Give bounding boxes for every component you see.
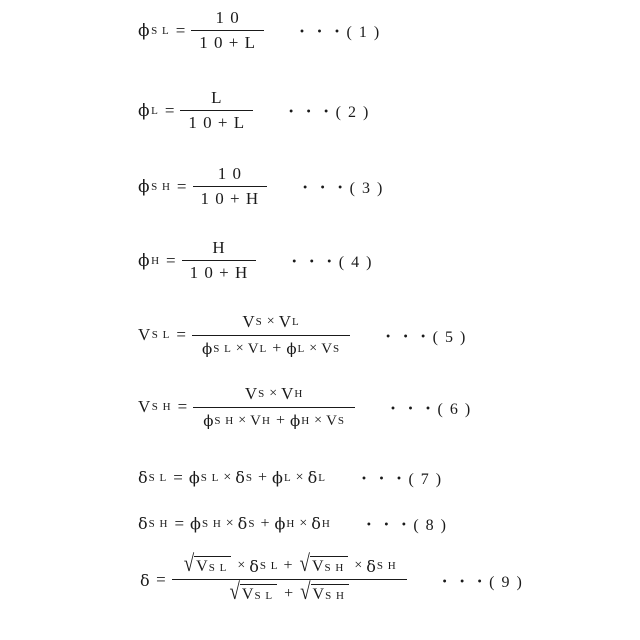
numerator <box>232 312 309 335</box>
subscript-h: H <box>286 517 296 530</box>
equals-sign: = <box>177 397 188 416</box>
equation-ref-2: ・・・( 2 ) <box>283 104 370 121</box>
denominator: 1 0 + H <box>189 263 249 282</box>
v-symbol: V <box>244 384 258 403</box>
fraction-1 <box>191 8 264 53</box>
delta-symbol: δ <box>140 570 151 590</box>
subscript-sl: S L <box>148 471 168 484</box>
subscript-s: S <box>337 415 346 427</box>
equation-6-lhs <box>138 397 172 417</box>
subscript-h: H <box>301 415 311 427</box>
numerator <box>172 551 407 579</box>
subscript-sh: S H <box>324 562 345 574</box>
equals-sign: = <box>173 467 183 487</box>
subscript-sh: S H <box>151 180 171 193</box>
v-symbol: V <box>242 312 255 331</box>
plus-symbol: + <box>272 340 282 357</box>
subscript-sh: S H <box>148 517 169 530</box>
fraction-6 <box>193 384 355 430</box>
subscript-h: H <box>151 254 161 267</box>
equals-sign: = <box>176 325 186 344</box>
plus-symbol: + <box>283 557 293 574</box>
subscript-l: L <box>297 343 306 355</box>
times-symbol: × <box>266 314 275 329</box>
times-symbol: × <box>238 413 247 428</box>
equation-9-lhs <box>140 571 150 590</box>
times-symbol: × <box>314 413 323 428</box>
radicand <box>240 584 277 604</box>
times-symbol: × <box>309 341 318 356</box>
delta-symbol: δ <box>311 514 321 533</box>
phi-symbol: ϕ <box>138 100 151 121</box>
radical-icon: √ <box>183 551 195 578</box>
v-symbol: V <box>278 312 291 331</box>
subscript-sl: S L <box>151 329 171 341</box>
subscript-h: H <box>321 517 331 530</box>
v-symbol: V <box>138 325 151 344</box>
equation-ref-6: ・・・( 6 ) <box>385 400 472 418</box>
equation-6 <box>138 384 472 430</box>
subscript-s: S <box>248 517 256 530</box>
numerator: 1 0 <box>217 164 242 183</box>
delta-symbol: δ <box>307 468 318 487</box>
phi-symbol: ϕ <box>190 514 201 533</box>
equation-ref-5: ・・・( 5 ) <box>380 328 467 346</box>
radicand <box>311 584 349 604</box>
phi-symbol: ϕ <box>138 250 151 271</box>
sqrt-vsl <box>183 551 232 578</box>
plus-symbol: + <box>258 468 268 486</box>
phi-symbol: ϕ <box>138 176 151 197</box>
subscript-l: L <box>259 343 268 355</box>
v-symbol: V <box>326 412 337 429</box>
subscript-l: L <box>291 316 300 328</box>
subscript-sl: S L <box>151 24 170 37</box>
v-symbol: V <box>312 586 325 603</box>
plus-symbol: + <box>275 412 285 429</box>
v-symbol: V <box>138 397 151 416</box>
times-symbol: × <box>225 515 234 531</box>
equation-ref-1: ・・・( 1 ) <box>294 24 381 41</box>
subscript-s: S <box>245 471 253 484</box>
equation-2 <box>138 88 370 133</box>
denominator <box>193 408 355 430</box>
equation-ref-9: ・・・( 9 ) <box>436 573 524 591</box>
equation-ref-7: ・・・( 7 ) <box>355 471 443 488</box>
phi-symbol: ϕ <box>201 340 213 358</box>
plus-symbol: + <box>284 585 294 602</box>
fraction-4 <box>182 238 257 283</box>
denominator: 1 0 + H <box>200 189 260 208</box>
equation-9 <box>140 551 524 606</box>
subscript-sh: S H <box>376 560 397 572</box>
times-symbol: × <box>269 386 278 401</box>
equation-1-lhs <box>138 21 170 41</box>
subscript-sl: S L <box>200 471 220 484</box>
radical-icon: √ <box>300 579 311 606</box>
v-symbol: V <box>250 412 261 429</box>
denominator: 1 0 + L <box>199 33 257 52</box>
subscript-sl: S L <box>259 560 279 572</box>
fraction-9 <box>172 551 407 606</box>
phi-symbol: ϕ <box>286 340 297 358</box>
subscript-sh: S H <box>151 401 172 413</box>
sqrt-vsh <box>299 551 349 578</box>
equation-4 <box>138 238 373 283</box>
times-symbol: × <box>235 341 244 356</box>
phi-symbol: ϕ <box>138 20 151 41</box>
radicand <box>194 556 231 576</box>
equation-7-body <box>138 468 326 488</box>
subscript-s: S <box>258 388 266 400</box>
phi-symbol: ϕ <box>289 412 301 430</box>
subscript-sh: S H <box>214 415 235 427</box>
phi-symbol: ϕ <box>274 514 286 533</box>
times-symbol: × <box>354 558 363 573</box>
plus-symbol: + <box>260 514 270 532</box>
v-symbol: V <box>311 558 324 575</box>
equation-3-lhs <box>138 177 171 197</box>
v-symbol: V <box>281 384 294 403</box>
v-symbol: V <box>241 586 254 603</box>
numerator: H <box>212 238 226 257</box>
times-symbol: × <box>223 469 232 485</box>
v-symbol: V <box>196 558 208 575</box>
delta-symbol: δ <box>138 514 148 533</box>
equation-ref-4: ・・・( 4 ) <box>286 254 373 271</box>
equals-sign: = <box>174 513 185 533</box>
subscript-s: S <box>333 343 341 355</box>
denominator <box>217 580 360 604</box>
subscript-sl: S L <box>254 590 274 602</box>
subscript-l: L <box>318 471 326 484</box>
equation-3 <box>138 164 384 209</box>
equals-sign: = <box>176 176 187 196</box>
numerator <box>235 384 314 407</box>
delta-symbol: δ <box>249 556 259 576</box>
subscript-h: H <box>294 388 304 400</box>
v-symbol: V <box>321 340 333 357</box>
denominator <box>192 336 350 358</box>
fraction-2 <box>180 88 253 133</box>
equation-4-lhs <box>138 251 160 271</box>
equals-sign: = <box>164 100 175 120</box>
delta-symbol: δ <box>235 468 245 487</box>
phi-symbol: ϕ <box>203 412 214 430</box>
equation-7 <box>138 466 443 489</box>
delta-symbol: δ <box>366 556 376 576</box>
equals-sign: = <box>175 20 186 40</box>
subscript-l: L <box>283 471 292 484</box>
fraction-3 <box>193 164 268 209</box>
subscript-h: H <box>261 415 271 427</box>
subscript-s: S <box>255 316 263 328</box>
delta-symbol: δ <box>237 514 248 533</box>
sqrt-vsl <box>229 579 277 606</box>
fraction-5 <box>192 312 350 358</box>
equation-ref-8: ・・・( 8 ) <box>360 517 448 534</box>
radical-icon: √ <box>299 551 310 578</box>
subscript-sh: S H <box>201 517 222 530</box>
sqrt-vsh <box>300 579 349 606</box>
subscript-sl: S L <box>213 343 232 355</box>
delta-symbol: δ <box>138 468 148 487</box>
v-symbol: V <box>247 340 259 357</box>
equation-1 <box>138 8 381 53</box>
times-symbol: × <box>295 469 304 485</box>
radicand <box>310 556 348 576</box>
equation-5 <box>138 312 467 358</box>
denominator: 1 0 + L <box>188 113 246 132</box>
subscript-sh: S H <box>325 590 345 602</box>
subscript-sl: S L <box>208 562 228 574</box>
equation-2-lhs <box>138 101 159 121</box>
equals-sign: = <box>166 250 176 270</box>
radical-icon: √ <box>229 579 240 606</box>
equation-8-body <box>138 514 331 534</box>
equals-sign: = <box>156 570 166 589</box>
times-symbol: × <box>299 515 308 531</box>
equation-8 <box>138 512 448 535</box>
times-symbol: × <box>237 558 246 573</box>
phi-symbol: ϕ <box>188 468 200 487</box>
equation-5-lhs <box>138 325 170 345</box>
phi-symbol: ϕ <box>272 468 283 487</box>
equation-ref-3: ・・・( 3 ) <box>297 180 384 197</box>
subscript-l: L <box>151 104 159 117</box>
numerator: 1 0 <box>215 8 240 27</box>
numerator: L <box>211 88 223 107</box>
